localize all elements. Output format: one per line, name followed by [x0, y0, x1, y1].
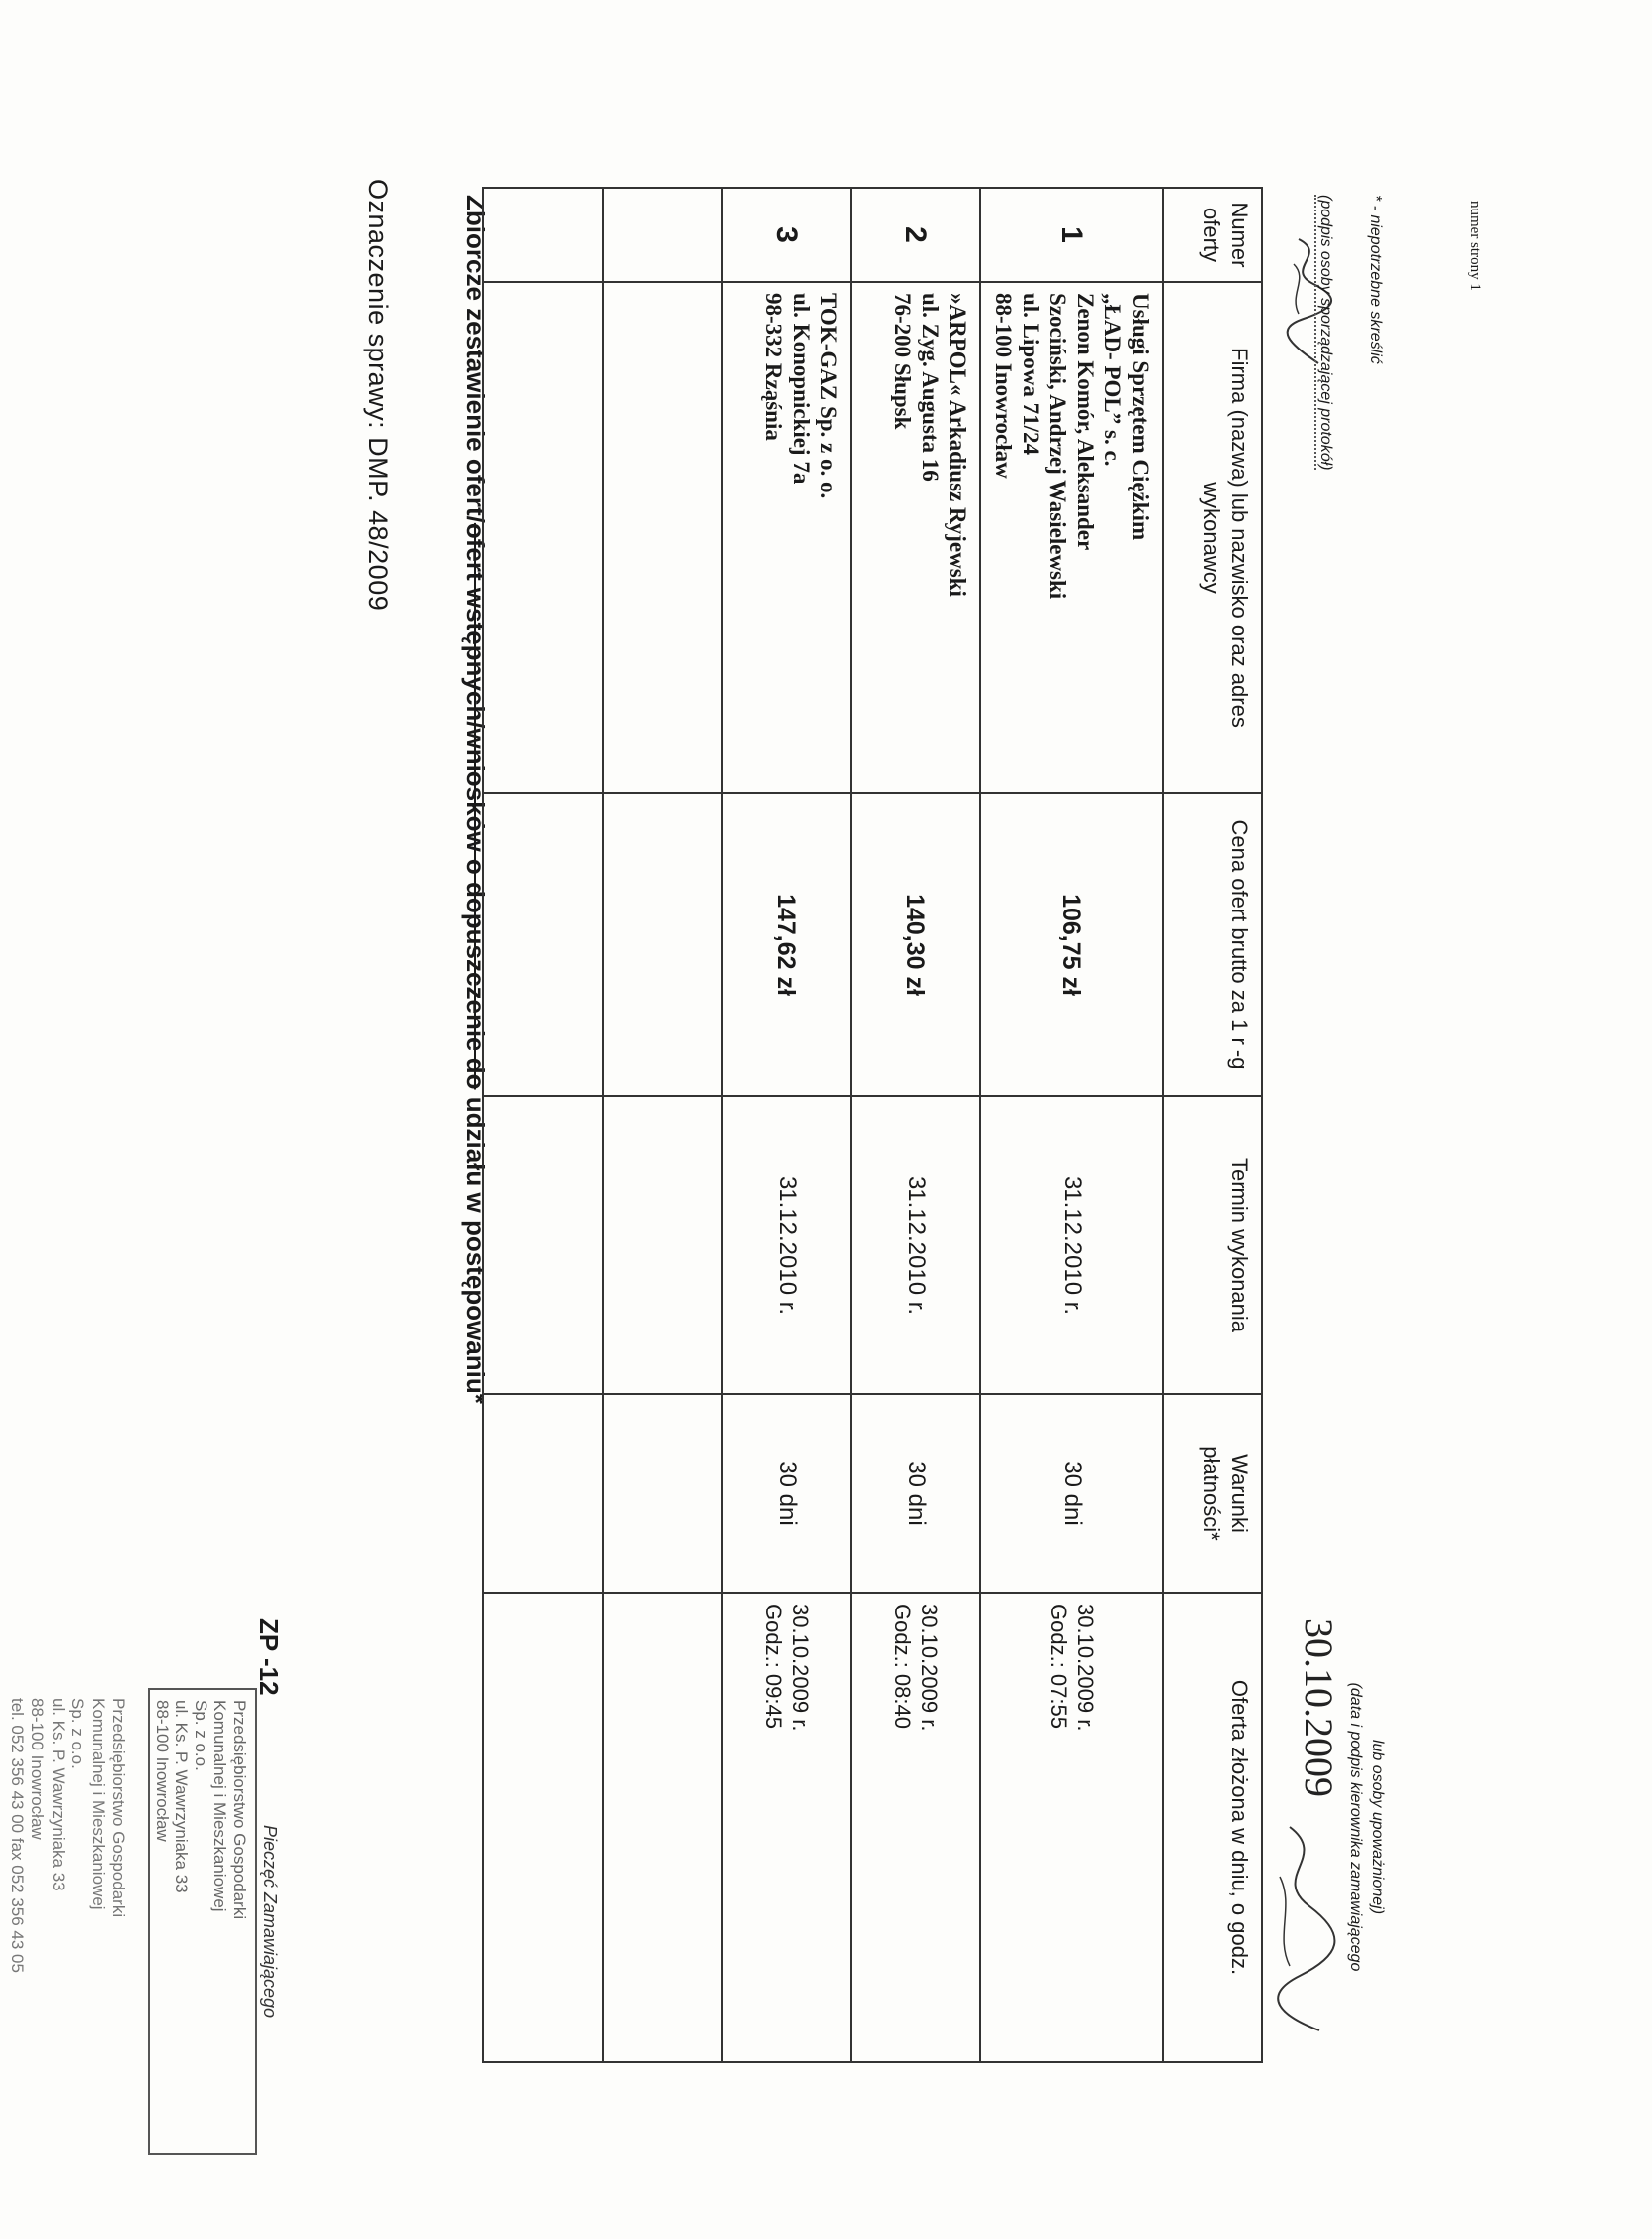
approval-signature: [1260, 1817, 1349, 2035]
stamp-inner-line: Sp. z o.o.: [191, 1700, 210, 1771]
footnote: * - niepotrzebne skreślić: [1367, 195, 1384, 364]
stamp-line: Komunalnej i Mieszkaniowej: [88, 1698, 108, 1910]
preparer-caption: (podpis osoby sporządzającej protokół): [1314, 195, 1334, 470]
firm-cell: [980, 282, 1163, 793]
empty-cell: [483, 188, 603, 282]
header-offer-number: Numer oferty: [1163, 188, 1262, 282]
table-row: [722, 188, 851, 2062]
offer-number: 3: [722, 188, 851, 282]
filed-cell: [980, 1593, 1163, 2062]
filed-cell: [851, 1593, 980, 2062]
approval-date: 30.10.2009: [1297, 1618, 1341, 1797]
deadline-cell: 31.12.2010 r.: [980, 1096, 1163, 1394]
stamp-inner-line: Przedsiębiorstwo Gospodarki: [230, 1700, 249, 1920]
firm-line: Usługi Sprzętem Ciężkim: [1128, 293, 1153, 541]
firm-line: ul. Konopnickiej 7a: [788, 293, 814, 485]
empty-cell: [603, 1394, 722, 1593]
table-row: [980, 188, 1163, 2062]
stamp-line: Sp. z o.o.: [69, 1698, 88, 1769]
stamp-label: Pieczęć Zamawiającego: [260, 1824, 280, 2019]
approval-caption: (data i podpis kierownika zamawiającego: [1347, 1682, 1364, 1972]
stamp-line: Przedsiębiorstwo Gospodarki: [109, 1698, 128, 1918]
signature-scribble-icon: [1260, 1817, 1349, 2035]
firm-line: »ARPOL« Arkadiusz Ryjewski: [945, 293, 971, 597]
header-payment: Warunki płatności*: [1163, 1394, 1262, 1593]
table-row: [851, 188, 980, 2062]
filed-cell: [722, 1593, 851, 2062]
filed-time: Godz.: 09:45: [761, 1604, 787, 1729]
case-reference: Oznaczenie sprawy: DMP. 48/2009: [363, 179, 393, 612]
approval-caption-2: lub osoby upoważnionej): [1369, 1739, 1386, 1915]
empty-cell: [603, 282, 722, 793]
title-part-1: Zbiorcze zestawienie ofert/: [461, 195, 490, 523]
price-cell: 140,30 zł: [851, 793, 980, 1096]
firm-cell: [851, 282, 980, 793]
stamp-line: ul. Ks. P. Wawrzyniaka 33: [48, 1698, 68, 1891]
title-part-2: udziału w postępowaniu*: [461, 1089, 490, 1404]
firm-line: Szociński, Andrzej Wasielewski: [1045, 293, 1071, 600]
firm-line: 76-200 Słupsk: [891, 293, 916, 430]
stamp-header-text: [7, 1698, 128, 2155]
offer-number: 2: [851, 188, 980, 282]
table-row-empty: [603, 188, 722, 2062]
firm-line: Zenon Komór, Aleksander: [1072, 293, 1098, 551]
empty-cell: [603, 1096, 722, 1394]
empty-cell: [603, 1593, 722, 2062]
filed-time: Godz.: 07:55: [1046, 1604, 1072, 1729]
price-cell: 147,62 zł: [722, 793, 851, 1096]
stamp-inner-line: Komunalnej i Mieszkaniowej: [210, 1700, 230, 1912]
firm-line: ul. Lipowa 71/24: [1018, 293, 1043, 455]
empty-cell: [483, 1096, 603, 1394]
filed-date: 30.10.2009 r.: [787, 1604, 813, 1732]
header-firm: Firma (nazwa) lub nazwisko oraz adres wykonawcy: [1163, 282, 1262, 793]
offer-number: 1: [980, 188, 1163, 282]
firm-line: „ŁAD- POL” s. c.: [1100, 293, 1126, 467]
empty-cell: [483, 282, 603, 793]
stamp-inner-line: 88-100 Inowrocław: [152, 1700, 172, 1842]
payment-cell: 30 dni: [980, 1394, 1163, 1593]
empty-cell: [603, 793, 722, 1096]
form-code: ZP -12: [254, 1618, 284, 1696]
price-cell: 106,75 zł: [980, 793, 1163, 1096]
header-price: Cena ofert brutto za 1 r -g: [1163, 793, 1262, 1096]
header-deadline: Termin wykonania: [1163, 1096, 1262, 1394]
filed-date: 30.10.2009 r.: [916, 1604, 942, 1732]
company-stamp: [148, 1688, 257, 2155]
empty-cell: [483, 1394, 603, 1593]
firm-cell: [722, 282, 851, 793]
table-row-empty: [483, 188, 603, 2062]
title-struck-part: ofert wstępnych/wniosków o dopuszczenie do: [461, 522, 490, 1090]
deadline-cell: 31.12.2010 r.: [722, 1096, 851, 1394]
firm-line: ul. Zyg. Augusta 16: [917, 293, 943, 482]
payment-cell: 30 dni: [722, 1394, 851, 1593]
firm-line: TOK-GAZ Sp. z o. o.: [816, 293, 842, 499]
empty-cell: [603, 188, 722, 282]
empty-cell: [483, 1593, 603, 2062]
stamp-line: 88-100 Inowrocław: [28, 1698, 48, 1840]
empty-cell: [483, 793, 603, 1096]
firm-line: 88-100 Inowrocław: [991, 293, 1017, 479]
filed-date: 30.10.2009 r.: [1072, 1604, 1098, 1732]
firm-line: 98-332 Rząśnia: [761, 293, 787, 441]
offers-table: [482, 187, 1263, 2063]
table-header-row: [1163, 188, 1262, 2062]
page-number: numer strony 1: [1467, 201, 1483, 291]
payment-cell: 30 dni: [851, 1394, 980, 1593]
deadline-cell: 31.12.2010 r.: [851, 1096, 980, 1394]
stamp-inner-line: ul. Ks. P. Wawrzyniaka 33: [172, 1700, 192, 1893]
stamp-line: tel. 052 356 43 00 fax 052 356 43 05: [8, 1698, 28, 1973]
header-filed: Oferta złożona w dniu, o godz.: [1163, 1593, 1262, 2062]
filed-time: Godz.: 08:40: [891, 1604, 916, 1729]
